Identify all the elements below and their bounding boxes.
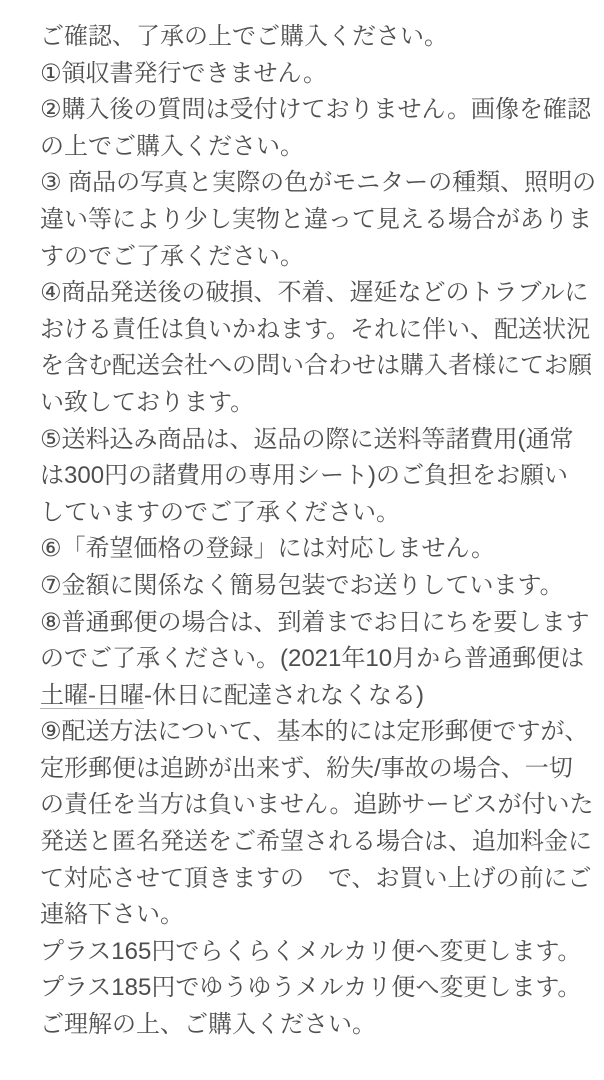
text-line: ご理解の上、ご購入ください。 xyxy=(40,1011,376,1039)
text-line: て対応させて頂きますの で、お買い上げの前にご xyxy=(40,864,592,892)
text-line: を含む配送会社への問い合わせは購入者様にてお願 xyxy=(40,352,592,380)
text-line: 土曜-日曜-休日に配達されなくなる) xyxy=(40,681,424,709)
text-line: ⑦金額に関係なく簡易包装でお送りしています。 xyxy=(40,571,564,599)
text-line: 発送と匿名発送をご希望される場合は、追加料金に xyxy=(40,828,592,856)
text-line: ご確認、了承の上でご購入ください。 xyxy=(40,23,448,50)
text-line: すのでご了承ください。 xyxy=(40,242,304,270)
text-line: ①領収書発行できません。 xyxy=(40,59,327,87)
text-line: の責任を当方は負いません。追跡サービスが付いた xyxy=(40,791,594,819)
text-line: ③ 商品の写真と実際の色がモニターの種類、照明の xyxy=(40,169,597,197)
text-line: 連絡下さい。 xyxy=(40,901,184,929)
text-line: ②購入後の質問は受付けておりません。画像を確認 xyxy=(40,96,591,124)
text-line: プラス185円でゆうゆうメルカリ便へ変更します。 xyxy=(40,974,582,1002)
text-line: プラス165円でらくらくメルカリ便へ変更します。 xyxy=(40,937,582,965)
text-line: ⑧普通郵便の場合は、到着までお日にちを要します xyxy=(40,608,590,636)
text-line: のでご了承ください。(2021年10月から普通郵便は xyxy=(40,645,585,673)
text-line: は300円の諸費用の専用シート)のご負担をお願い xyxy=(40,462,569,490)
text-line: ⑥「希望価格の登録」には対応しません。 xyxy=(40,535,495,563)
text-line: ④商品発送後の破損、不着、遅延などのトラブルに xyxy=(40,279,589,307)
text-line: 定形郵便は追跡が出来ず、紛失/事故の場合、一切 xyxy=(40,754,573,782)
text-line: ⑤送料込み商品は、返品の際に送料等諸費用(通常 xyxy=(40,425,574,453)
text-line: 違い等により少し実物と違って見える場合がありま xyxy=(40,205,592,233)
underlined-date-text: 土曜-日曜 xyxy=(40,681,144,709)
text-line: おける責任は負いかねます。それに伴い、配送状況 xyxy=(40,315,591,343)
text-line: ⑨配送方法について、基本的には定形郵便ですが、 xyxy=(40,718,589,746)
text-line: い致しております。 xyxy=(40,388,255,416)
text-line: の上でご購入ください。 xyxy=(40,132,304,160)
text-line: していますのでご了承ください。 xyxy=(40,498,400,526)
